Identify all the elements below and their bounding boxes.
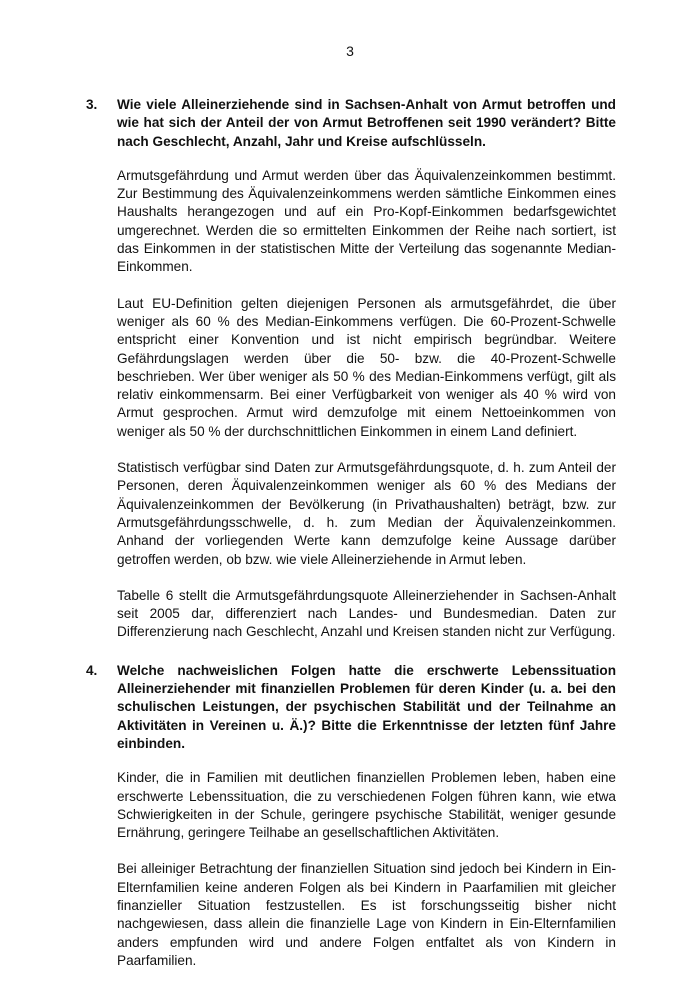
answer-paragraph: Kinder, die in Familien mit deutlichen finanziellen Problemen leben, haben eine erschwerte Lebenssituation, die zu verschiedenen Folgen führen kann, wie etwa Schwierigkeiten in der Schule, geringere psychische Stabilität, weniger gesunde Ernährung, geringere Teilhabe an gesellschaftlichen Aktivitäten. [117, 770, 616, 841]
question-heading [86, 96, 616, 151]
question-number: 4. [86, 662, 98, 678]
section-4 [86, 662, 616, 970]
page-number: 3 [346, 43, 354, 59]
answer-paragraph: Laut EU-Definition gelten diejenigen Personen als armutsgefährdet, die über weniger als 60 % des Median-Einkommens verfügen. Die 60-Prozent-Schwelle entspricht einer Konvention und ist nicht empirisch begründbar. Weitere Gefährdungslagen werden über die 50- bzw. die 40-Prozent-Schwelle beschrieben. Wer über weniger als 50 % des Median-Einkommens verfügt, gilt als relativ einkommensarm. Bei einer Verfügbarkeit von weniger als 40 % wird von Armut gesprochen. Armut wird demzufolge mit einem Nettoeinkommen von weniger als 50 % der durchschnittlichen Einkommen in einem Land definiert. [117, 295, 616, 439]
question-number: 3. [86, 97, 98, 112]
answer-paragraph: Armutsgefährdung und Armut werden über das Äquivalenzeinkommen bestimmt. Zur Bestimmung des Äquivalenzeinkommens werden sämtliche Einkommen eines Haushalts herangezogen und auf ein Pro-Kopf-Einkommen bedarfsgewichtet umgerechnet. Werden die so ermittelten Einkommen der Reihe nach sortiert, ist das Einkommen in der statistischen Mitte der Verteilung das sogenannte Median-Einkommen. [117, 167, 616, 275]
answer-paragraph: Bei alleiniger Betrachtung der finanziellen Situation sind jedoch bei Kindern in Ein-Elternfamilien keine anderen Folgen als bei Kindern in Paarfamilien mit gleicher finanzieller Situation festzustellen. Es ist forschungsseitig bisher nicht nachgewiesen, dass allein die finanzielle Lage von Kindern in Ein-Elternfamilien anders empfunden wird und andere Folgen entfaltet als von Kindern in Paarfamilien. [117, 861, 616, 968]
answer-paragraph: Statistisch verfügbar sind Daten zur Armutsgefährdungsquote, d. h. zum Anteil der Personen, deren Äquivalenzeinkommen weniger als 60 % des Medians der Äquivalenzeinkommen der Bevölkerung (in Privathaushalten) beträgt, bzw. zur Armutsgefährdungsschwelle, d. h. zum Median der Äquivalenzeinkommen. Anhand der vorliegenden Werte kann demzufolge keine Aussage darüber getroffen werden, ob bzw. wie viele Alleinerziehende in Armut leben. [117, 460, 616, 567]
section-3 [86, 96, 616, 642]
question-heading [86, 662, 616, 753]
question-text: Wie viele Alleinerziehende sind in Sachsen-Anhalt von Armut betroffen und wie hat sich der Anteil der von Armut Betroffenen seit 1990 verändert? Bitte nach Geschlecht, Anzahl, Jahr und Kreise aufschlüsseln. [117, 97, 616, 149]
question-text: Welche nachweislichen Folgen hatte die erschwerte Lebenssituation Alleinerziehender mit finanziellen Problemen für deren Kinder (u. a. bei den schulischen Leistungen, der psychischen Stabilität und der Teilnahme an Aktivitäten in Vereinen u. Ä.)? Bitte die Erkenntnisse der letzten fünf Jahre einbinden. [117, 662, 616, 751]
document-body [86, 96, 616, 984]
answer-paragraph: Tabelle 6 stellt die Armutsgefährdungsquote Alleinerziehender in Sachsen-Anhalt seit 2005 dar, differenziert nach Landes- und Bundesmedian. Daten zur Differenzierung nach Geschlecht, Anzahl und Kreisen standen nicht zur Verfügung. [117, 587, 616, 640]
